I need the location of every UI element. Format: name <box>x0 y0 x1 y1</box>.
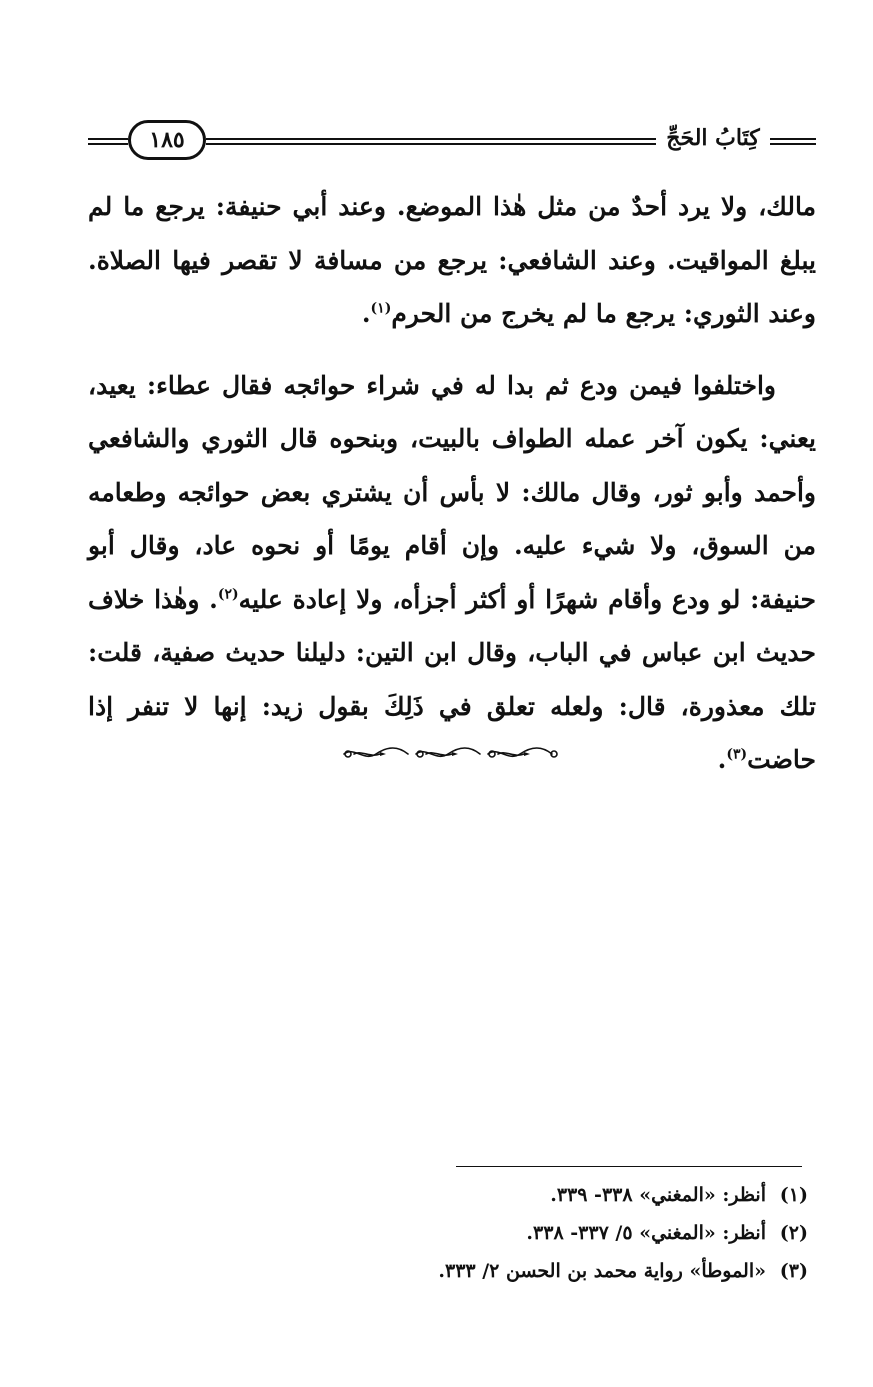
footnote-ref-1: (١) <box>370 300 392 317</box>
footnote-text: «الموطأ» رواية محمد بن الحسن ٢/ ٣٣٣. <box>438 1260 766 1282</box>
header-rule-main <box>206 138 656 145</box>
paragraph-2 <box>88 359 816 787</box>
footnote-3 <box>300 1252 808 1290</box>
paragraph-1 <box>88 180 816 341</box>
paragraph-1-end: . <box>361 299 371 328</box>
footnote-number: (١) <box>779 1184 808 1206</box>
footnote-text: أنظر: «المغني» ٥/ ٣٣٧- ٣٣٨. <box>526 1222 766 1244</box>
page-header <box>88 118 816 168</box>
footnote-ref-3: (٣) <box>726 746 748 763</box>
paragraph-2-text-b: . وهٰذا خلاف حديث ابن عباس في الباب، وقال ابن التين: دليلنا حديث صفية، قلت: تلك معذورة، قال: ولعله تعلق في ذَلِكَ بقول زيد: إنها لا تنفر إذا حاضت <box>88 584 816 774</box>
footnote-separator <box>456 1166 802 1167</box>
paragraph-2-end: . <box>717 745 727 774</box>
section-divider-ornament-icon <box>340 742 560 766</box>
footnote-text: أنظر: «المغني» ٣٣٨- ٣٣٩. <box>550 1184 766 1206</box>
header-rule-left <box>88 138 128 145</box>
header-rule-right <box>770 138 816 145</box>
footnote-1 <box>300 1176 808 1214</box>
footnote-number: (٣) <box>779 1260 808 1282</box>
main-text <box>88 180 816 787</box>
footnote-number: (٢) <box>779 1222 808 1244</box>
running-title: كِتَابُ الحَجِّ <box>666 125 760 151</box>
paragraph-2-text-a: واختلفوا فيمن ودع ثم بدا له في شراء حوائجه فقال عطاء: يعيد، يعني: يكون آخر عمله الطواف بالبيت، وبنحوه قال الثوري والشافعي وأحمد وأبو ثور، وقال مالك: لا بأس أن يشتري بعض حوائجه وطعامه من السوق، ولا شيء عليه. وإن أقام يومًا أو نحوه عاد، وقال أبو حنيفة: لو ودع وأقام شهرًا أو أكثر أجزأه، ولا إعادة عليه <box>88 370 816 614</box>
footnote-2 <box>300 1214 808 1252</box>
footnotes <box>300 1176 808 1290</box>
paragraph-1-text: مالك، ولا يرد أحدٌ من مثل هٰذا الموضع. وعند أبي حنيفة: يرجع ما لم يبلغ المواقيت. وعند الشافعي: يرجع من مسافة لا تقصر فيها الصلاة. وعند الثوري: يرجع ما لم يخرج من الحرم <box>88 192 816 328</box>
footnote-ref-2: (٢) <box>217 586 239 603</box>
page-number: ١٨٥ <box>128 120 206 160</box>
